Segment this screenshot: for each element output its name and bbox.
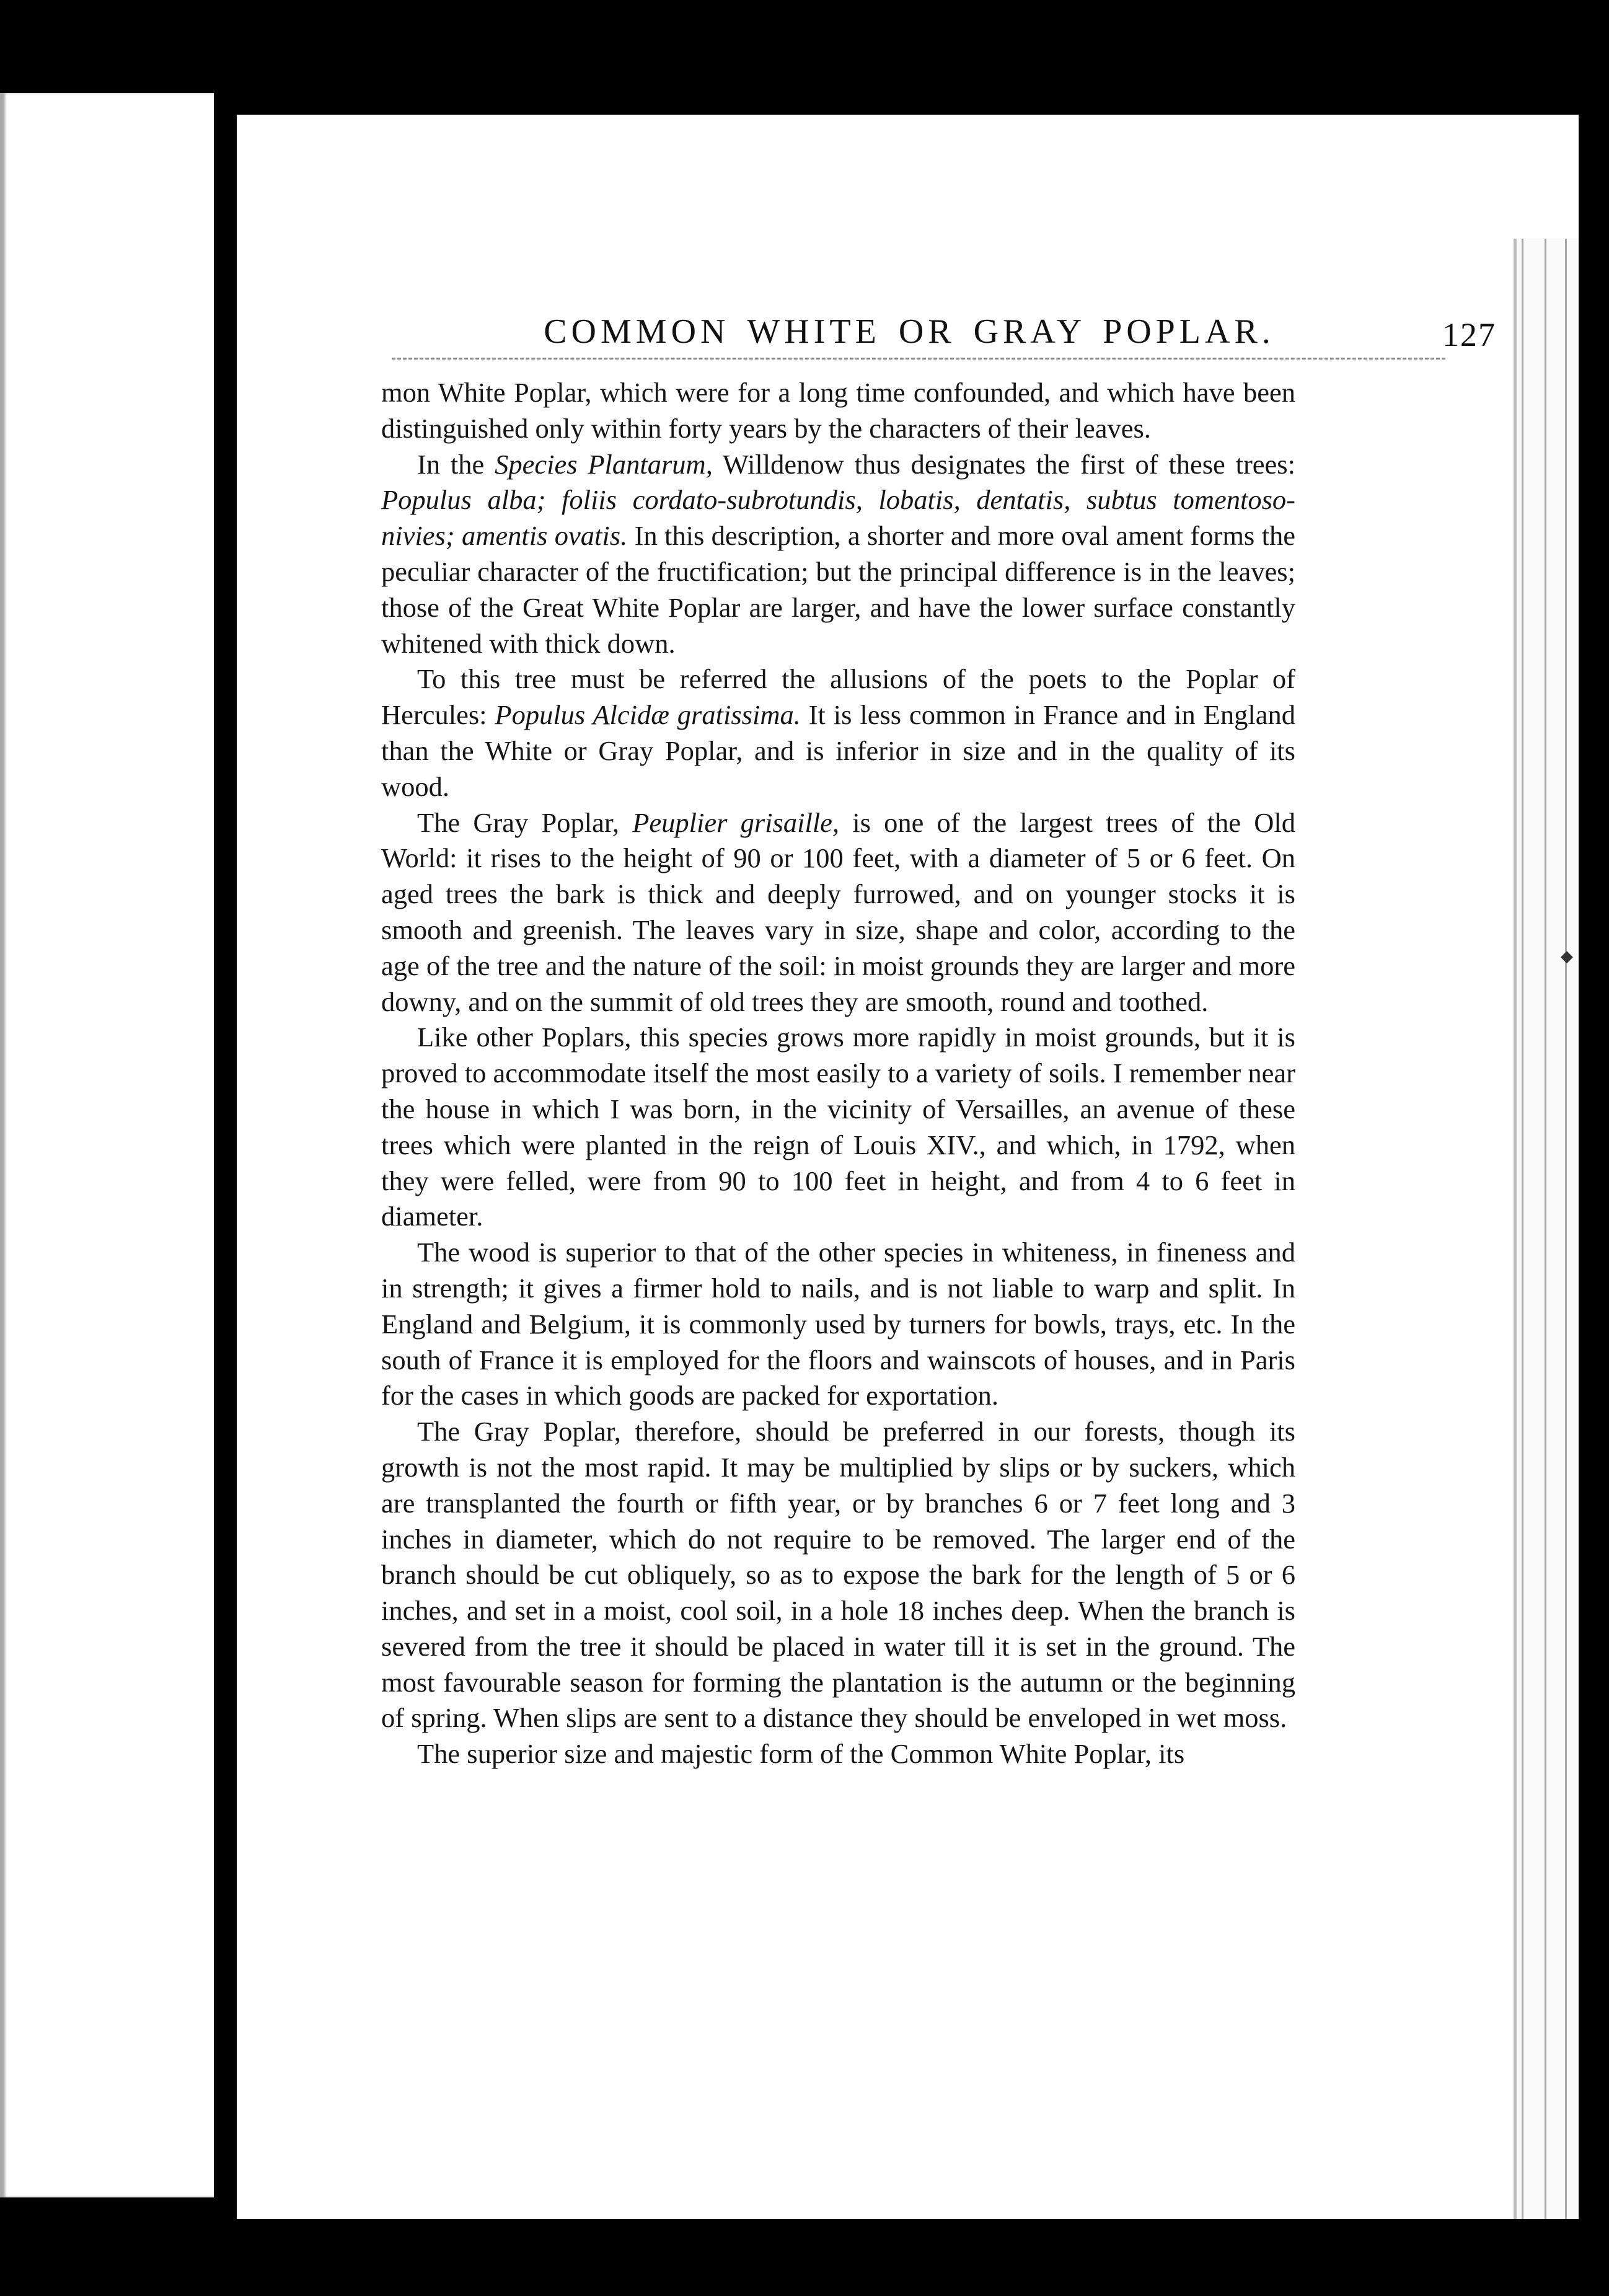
- text-run: It is less common in France and in England than the White or Gray Poplar, and is inferior in size and in the quality of its wood.: [381, 699, 1295, 802]
- page-edge-line: [1565, 239, 1567, 2219]
- page-stack-edges: [1514, 239, 1579, 2219]
- paragraph-5: Like other Poplars, this species grows more rapidly in moist grounds, but it is proved to accommodate itself the most easily to a variety of soils. I remember near the house in which I was born, in the vicinity of Versailles, an avenue of these trees which were planted in the reign of Louis XIV., and which, in 1792, when they were felled, were from 90 to 100 feet in height, and from 4 to 6 feet in diameter.: [381, 1022, 1295, 1232]
- running-head: [451, 312, 1504, 374]
- text-run: To this tree must be referred the allusions of the poets to the Poplar of Hercules:: [381, 663, 1295, 731]
- text-run: In this description, a shorter and more oval ament forms the peculiar character of the fructification; but the principal difference is in the leaves; those of the Great White Poplar are larger, and have the lower surface constantly whitened with thick down.: [381, 520, 1295, 659]
- italic-run: Populus alba; foliis cordato-subrotundis, lobatis, dentatis, subtus tomentoso-nivies; amentis ovatis.: [381, 484, 1295, 552]
- page-edge-line: [1545, 239, 1546, 2219]
- paragraph-1: mon White Poplar, which were for a long time confounded, and which have been distinguished only within forty years by the characters of their leaves.: [381, 377, 1295, 444]
- paragraph-6: The wood is superior to that of the other species in whiteness, in fineness and in strength; it gives a firmer hold to nails, and is not liable to warp and split. In England and Belgium, it is commonly used by turners for bowls, trays, etc. In the south of France it is employed for the floors and wainscots of houses, and in Paris for the cases in which goods are packed for exportation.: [381, 1237, 1295, 1411]
- paragraph-3: [381, 661, 1295, 805]
- text-run: is one of the largest trees of the Old World: it rises to the height of 90 or 100 feet, with a diameter of 5 or 6 feet. On aged trees the bark is thick and deeply furrowed, and on younger stocks it is smooth and greenish. The leaves vary in size, shape and color, according to the age of the tree and the nature of the soil: in moist grounds they are larger and more downy, and on the summit of old trees they are smooth, round and toothed.: [381, 806, 1295, 1017]
- margin-blot: ◆: [1561, 947, 1573, 966]
- paragraph-2: [381, 447, 1295, 662]
- page-edge-line: [1522, 239, 1523, 2219]
- italic-run: Peuplier grisaille,: [632, 806, 840, 838]
- paragraph-4: [381, 805, 1295, 1020]
- italic-run: Species Plantarum,: [495, 448, 713, 480]
- running-head-title: COMMON WHITE OR GRAY POPLAR.: [544, 312, 1275, 351]
- text-run: Willdenow thus designates the first of these trees:: [712, 448, 1295, 480]
- book-page: [237, 115, 1579, 2219]
- facing-page-edge: [0, 93, 214, 2197]
- body-text: [381, 375, 1295, 1772]
- paragraph-7: The Gray Poplar, therefore, should be preferred in our forests, though its growth is not the most rapid. It may be multiplied by slips or by suckers, which are transplanted the fourth or fifth year, or by branches 6 or 7 feet long and 3 inches in diameter, which do not require to be removed. The larger end of the branch should be cut obliquely, so as to expose the bark for the length of 5 or 6 inches, and set in a moist, cool soil, in a hole 18 inches deep. When the branch is severed from the tree it should be placed in water till it is set in the ground. The most favourable season for forming the plantation is the autumn or the beginning of spring. When slips are sent to a distance they should be enveloped in wet moss.: [381, 1416, 1295, 1734]
- paragraph-8: The superior size and majestic form of the Common White Poplar, its: [417, 1738, 1185, 1770]
- text-run: In the: [417, 448, 495, 480]
- page-gutter: [214, 93, 237, 2213]
- header-rule: [392, 358, 1445, 360]
- page-number: 127: [1442, 316, 1496, 353]
- italic-run: Populus Alcidæ gratissima.: [495, 699, 801, 731]
- text-run: The Gray Poplar,: [417, 806, 633, 838]
